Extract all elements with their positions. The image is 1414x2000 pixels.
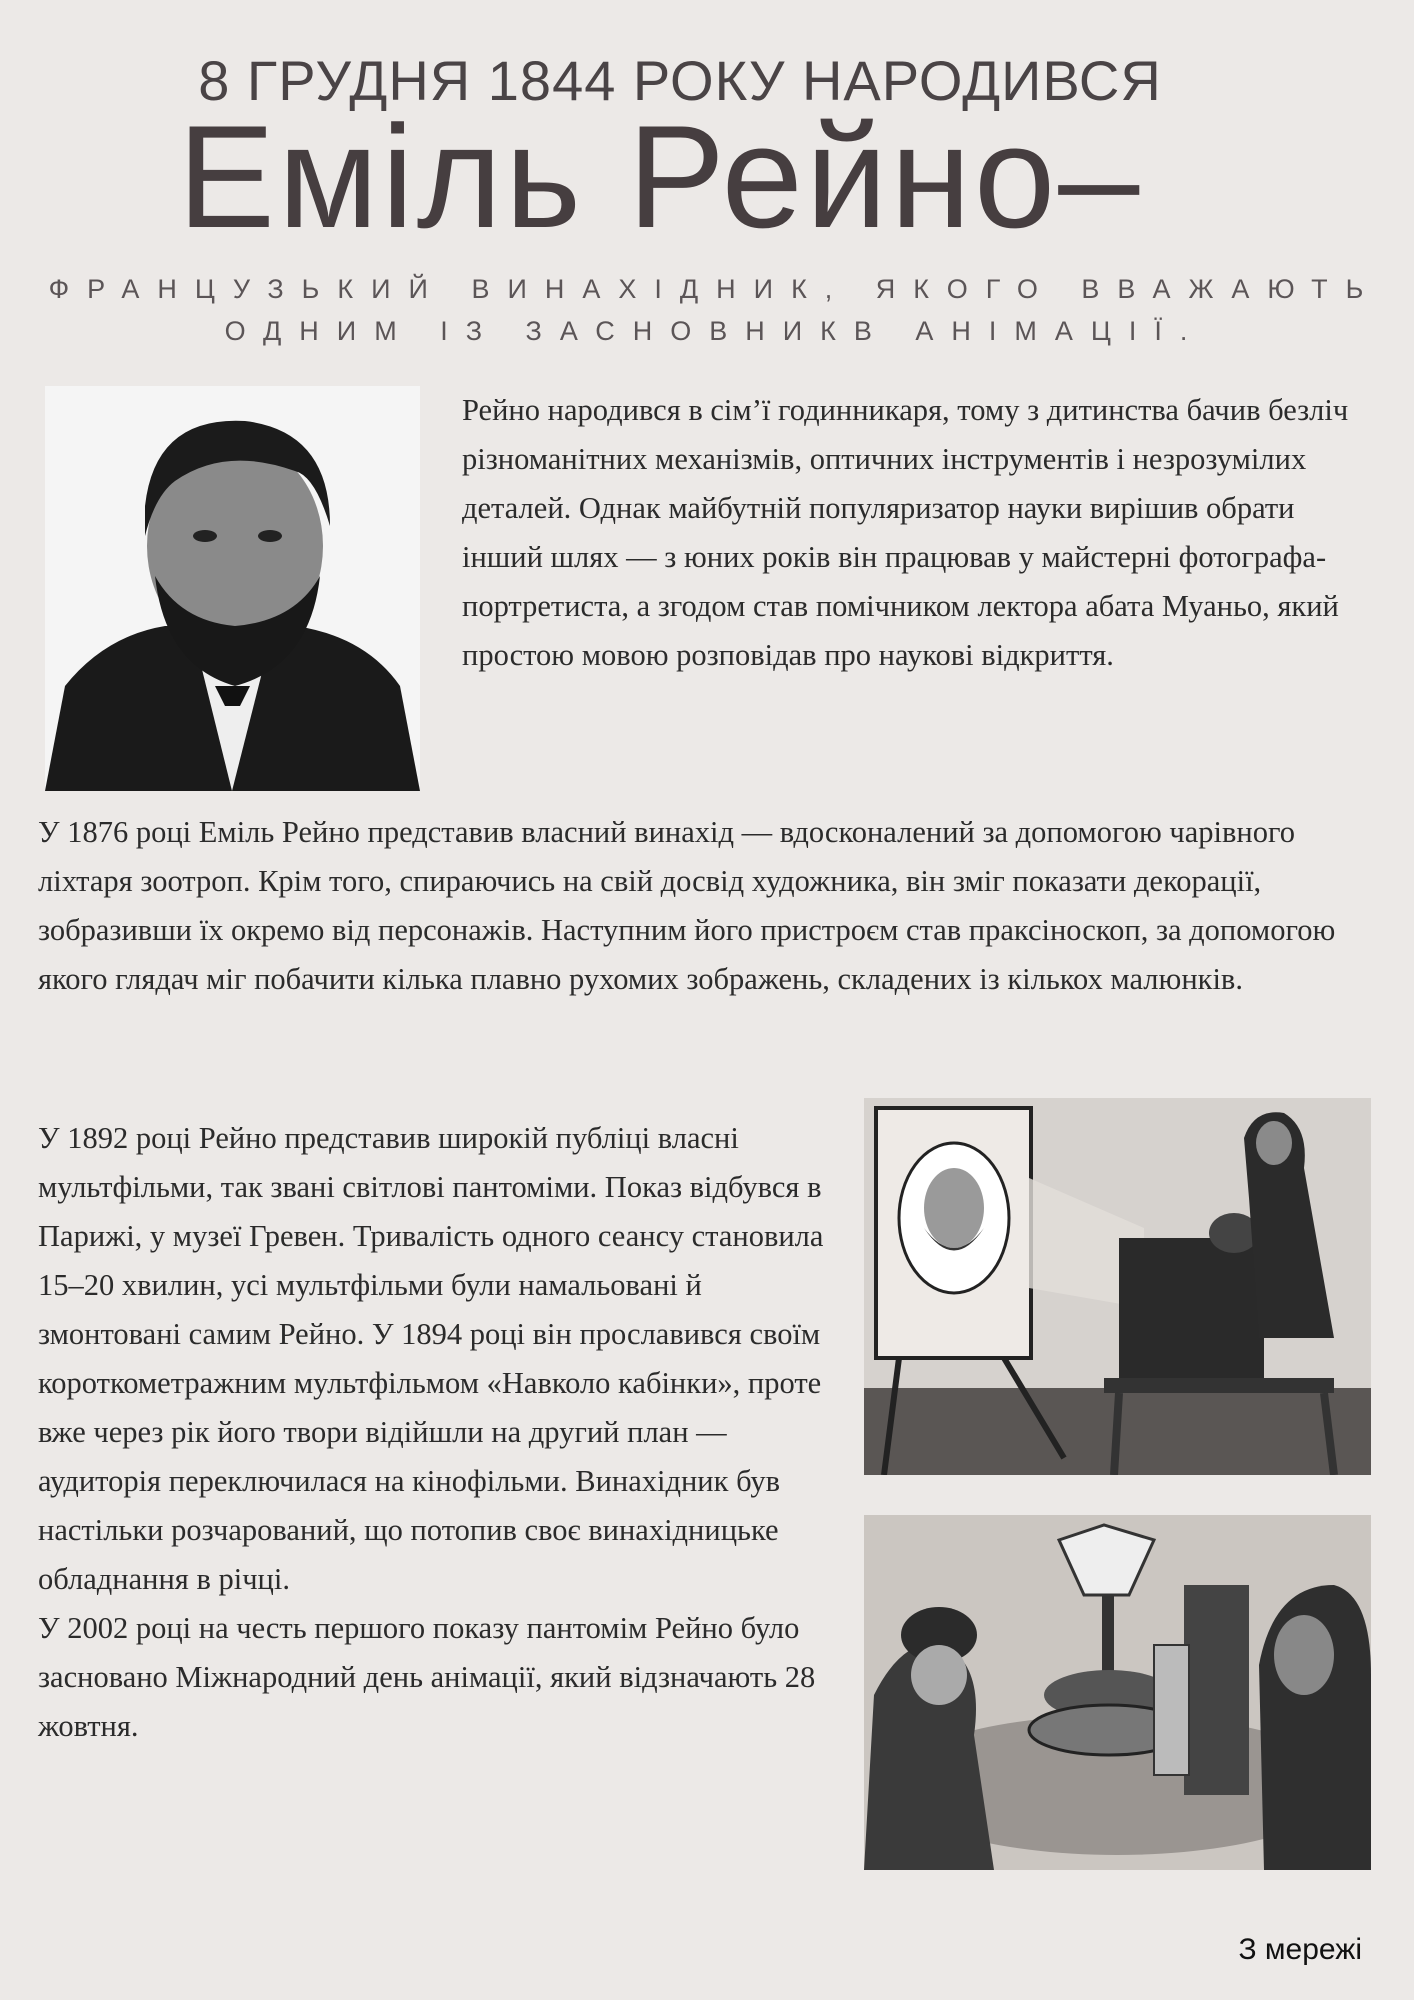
date-heading: 8 ГРУДНЯ 1844 РОКУ НАРОДИВСЯ — [198, 49, 1162, 112]
paragraph-invention: У 1876 році Еміль Рейно представив власний винахід — вдосконалений за допомогою чарівного ліхтаря зоотроп. Крім того, спираючись на свій досвід художника, він зміг показати декорації, зобразивши їх окремо від персонажів. Наступним його пристроєм став праксіноскоп, за допомогою якого глядач міг побачити кілька плавно рухомих зображень, складених із кількох малюнків. — [38, 815, 1336, 996]
portrait-photo — [45, 386, 420, 791]
subtitle: ФРАНЦУЗЬКИЙ ВИНАХІДНИК, ЯКОГО ВВАЖАЮТЬ ОДНИМ ІЗ ЗАСНОВНИКВ АНІМАЦІЇ. — [48, 274, 1382, 346]
paragraph-cartoons — [38, 1114, 838, 1751]
praxinoscope-engraving — [864, 1515, 1371, 1870]
source-note: З мережі — [1238, 1933, 1362, 1966]
paragraph-childhood: Рейно народився в сім’ї годинникаря, тому з дитинства бачив безліч різноманітних механізмів, оптичних інструментів і незрозумілих деталей. Однак майбутній популяризатор науки вирішив обрати інший шлях — з юних років він працював у майстерні фотографа-портретиста, а згодом став помічником лектора абата Муаньо, який простою мовою розповідав про наукові відкриття. — [462, 393, 1349, 672]
projection-engraving — [864, 1098, 1371, 1475]
paragraph-cartoons-main: У 1892 році Рейно представив широкій публіці власні мультфільми, так звані світлові пантоміми. Показ відбувся в Парижі, у музеї Гревен. Тривалість одного сеансу становила 15–20 хвилин, усі мультфільми були намальовані й змонтовані самим Рейно. У 1894 році він прославився своїм короткометражним мультфільмом «Навколо кабінки», проте вже через рік його твори відійшли на другий план — аудиторія переключилася на кінофільми. Винахідник був настільки розчарований, що потопив своє винахідницьке обладнання в річці. — [38, 1121, 824, 1596]
paragraph-animation-day: У 2002 році на честь першого показу пантомім Рейно було засновано Міжнародний день анімації, який відзначають 28 жовтня. — [38, 1611, 816, 1743]
page-title: Еміль Рейно– — [177, 95, 1143, 258]
